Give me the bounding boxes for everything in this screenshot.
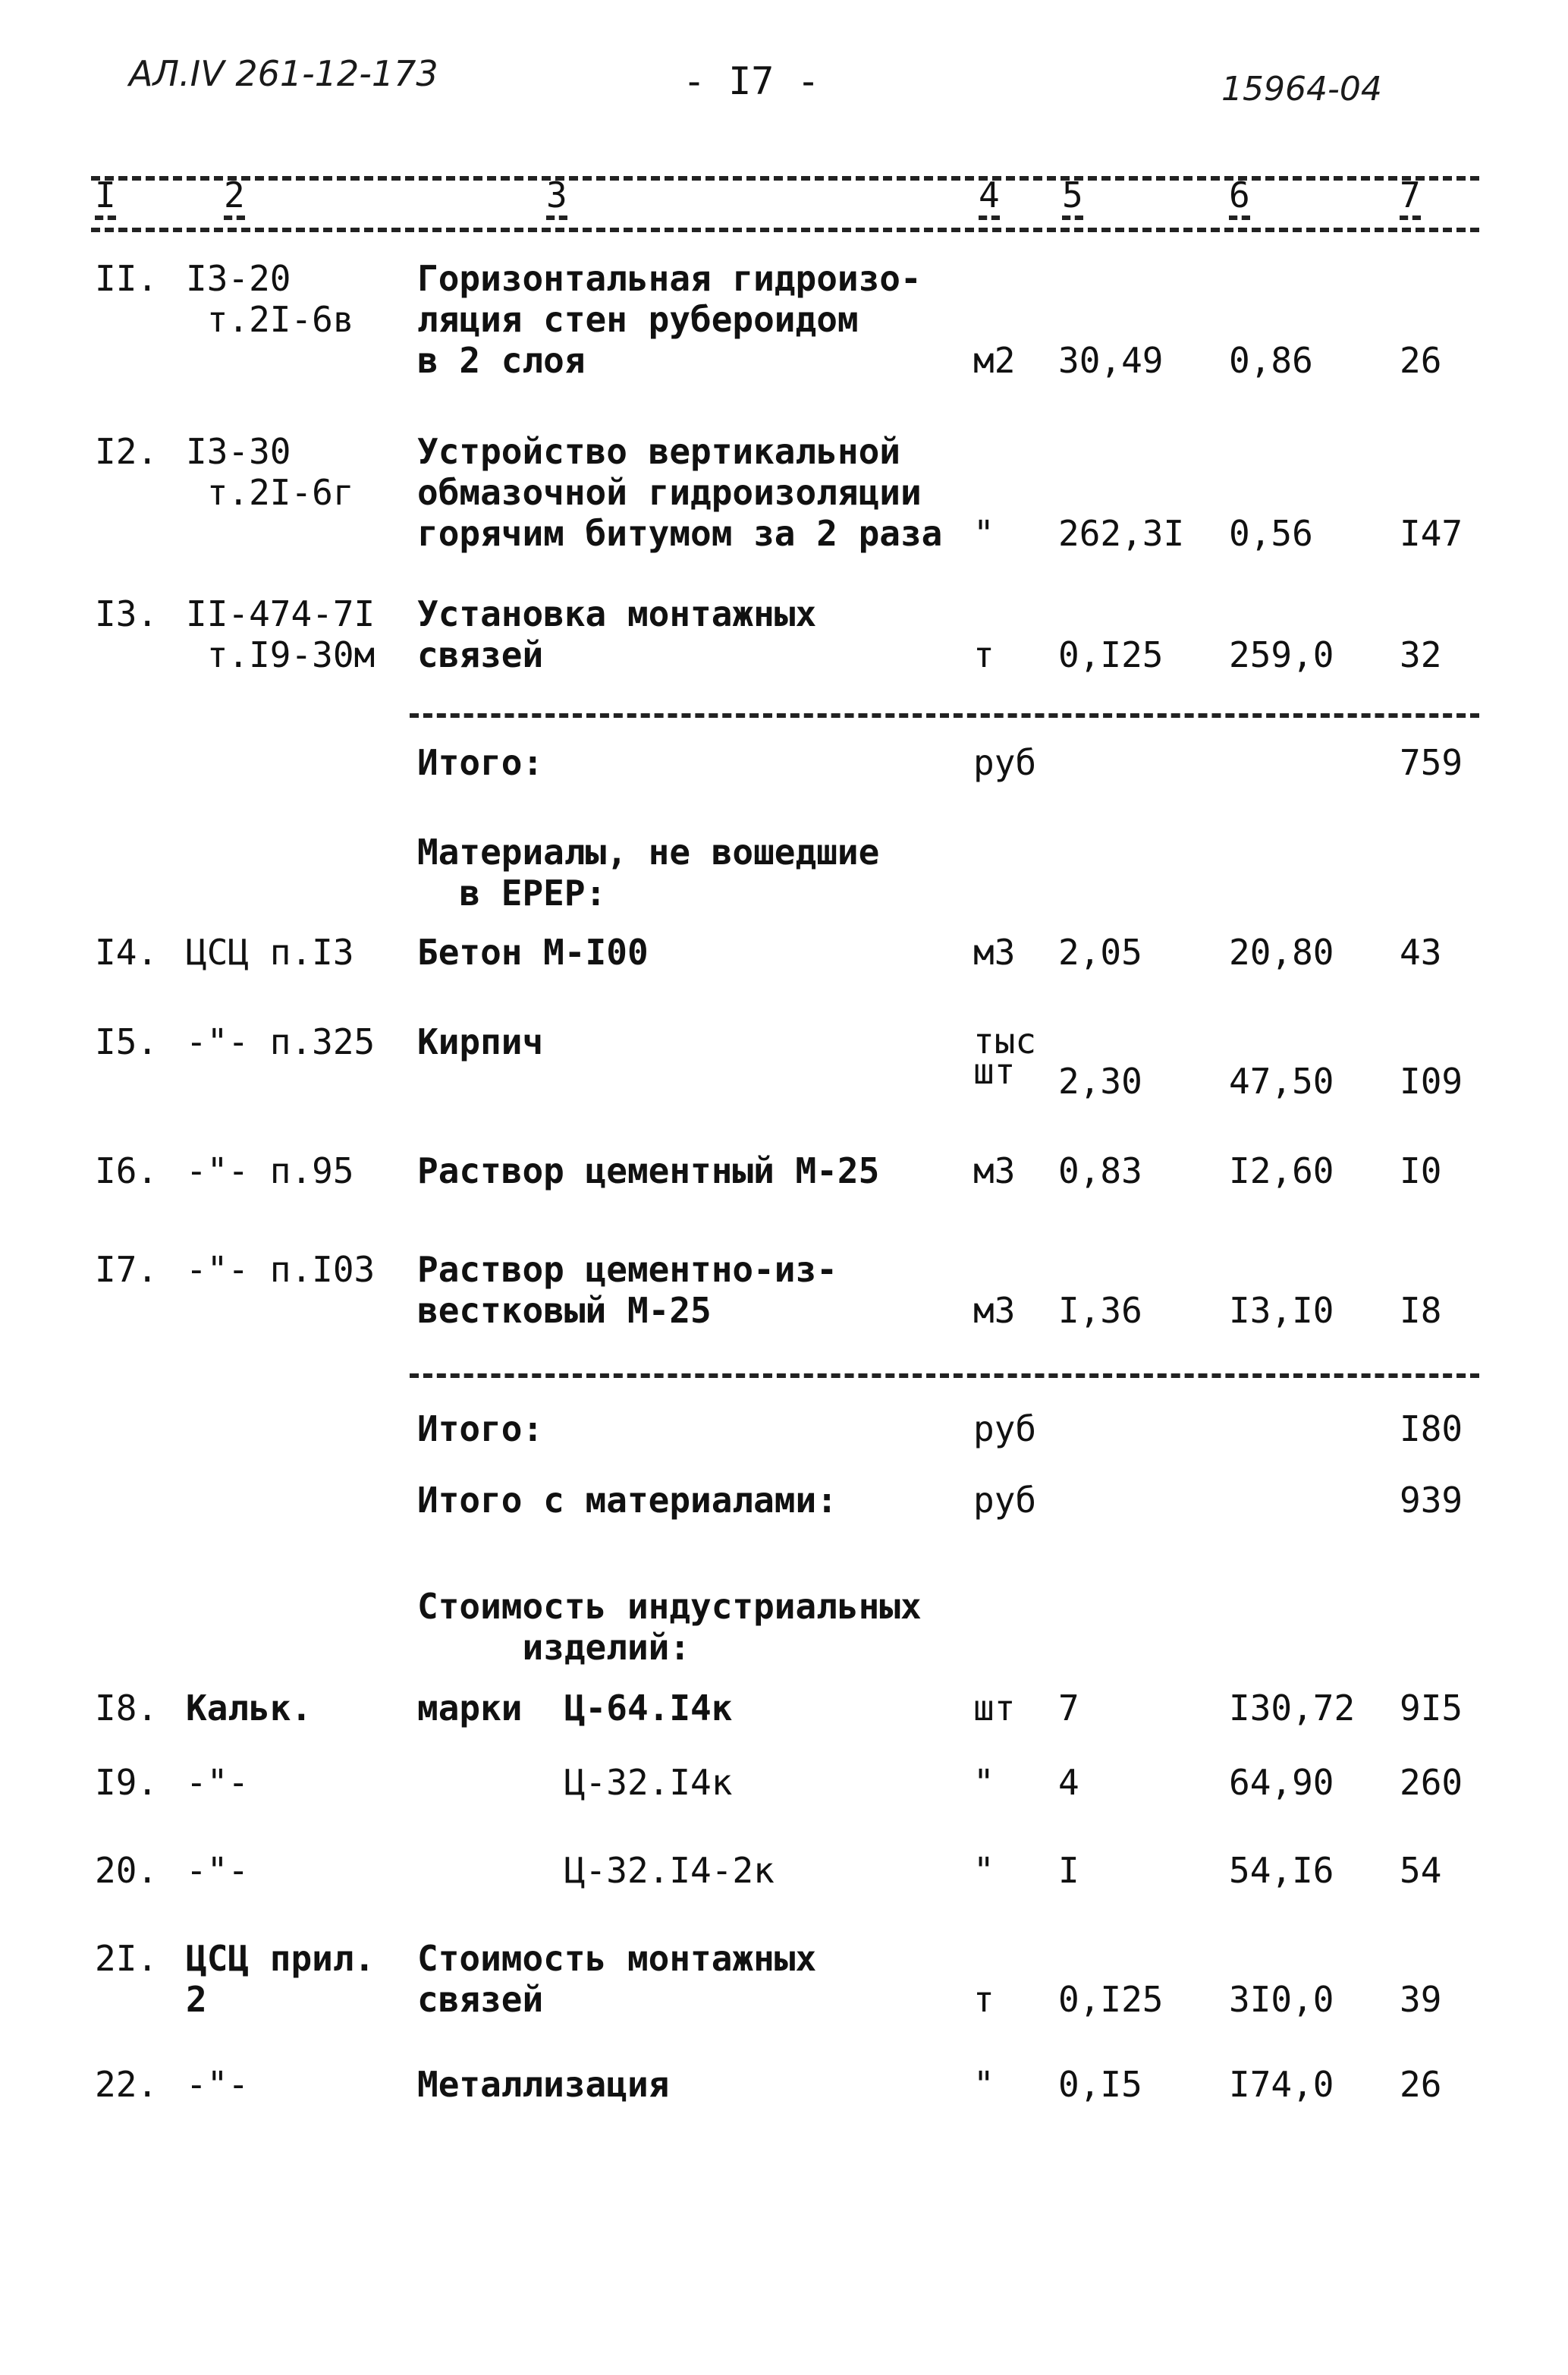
subtotal-total: 759 xyxy=(1400,742,1463,783)
row-number: 22. xyxy=(95,2064,159,2105)
section-title: Стоимость индустриальных изделий: xyxy=(417,1586,922,1668)
col-2-header: 2 xyxy=(224,175,245,220)
header-rule xyxy=(91,228,1479,232)
row-code: II-474-7I т.I9-30м xyxy=(186,593,376,675)
row-number: I3. xyxy=(95,593,159,634)
subtotal-rule xyxy=(410,1373,1479,1378)
row-code: ЦСЦ п.I3 xyxy=(186,932,354,973)
row-description: Ц-32.I4к xyxy=(417,1762,733,1803)
row-code: -"- xyxy=(186,1762,250,1803)
section-title: Материалы, не вошедшие в ЕРЕР: xyxy=(417,832,880,914)
row-total: 32 xyxy=(1400,634,1442,675)
row-number: I7. xyxy=(95,1249,159,1290)
subtotal-rule xyxy=(410,713,1479,718)
row-price: I3,I0 xyxy=(1229,1290,1334,1331)
row-price: I2,60 xyxy=(1229,1150,1334,1191)
row-unit: тыс шт xyxy=(973,1021,1037,1092)
subtotal-total: I80 xyxy=(1400,1408,1463,1449)
row-code: -"- п.325 xyxy=(186,1021,376,1062)
row-description: Ц-32.I4-2к xyxy=(417,1850,775,1891)
row-total: I09 xyxy=(1400,1061,1463,1102)
row-unit: м3 xyxy=(973,1150,1016,1191)
row-quantity: 7 xyxy=(1058,1688,1079,1729)
row-quantity: 0,I25 xyxy=(1058,1979,1164,2020)
subtotal-label: Итого с материалами: xyxy=(417,1480,837,1521)
row-unit: " xyxy=(973,513,995,554)
page-number: - I7 - xyxy=(683,59,820,103)
subtotal-label: Итого: xyxy=(417,1408,544,1449)
row-number: I6. xyxy=(95,1150,159,1191)
row-description: Кирпич xyxy=(417,1021,544,1062)
col-4-header: 4 xyxy=(979,175,1000,220)
row-price: 259,0 xyxy=(1229,634,1334,675)
row-total: 26 xyxy=(1400,2064,1442,2105)
row-number: 20. xyxy=(95,1850,159,1891)
col-5-header: 5 xyxy=(1062,175,1083,220)
row-price: 47,50 xyxy=(1229,1061,1334,1102)
row-total: 39 xyxy=(1400,1979,1442,2020)
row-unit: " xyxy=(973,2064,995,2105)
row-quantity: I,36 xyxy=(1058,1290,1142,1331)
row-price: I74,0 xyxy=(1229,2064,1334,2105)
row-unit: м3 xyxy=(973,1290,1016,1331)
row-unit: шт xyxy=(973,1688,1016,1729)
row-description: Горизонтальная гидроизо- ляция стен рубероидом в 2 слоя xyxy=(417,258,922,381)
row-description: Бетон М-I00 xyxy=(417,932,649,973)
row-price: I30,72 xyxy=(1229,1688,1356,1729)
subtotal-unit: руб xyxy=(973,1480,1037,1521)
row-code: I3-20 т.2I-6в xyxy=(186,258,354,340)
row-description: Стоимость монтажных связей xyxy=(417,1938,817,2020)
row-price: 20,80 xyxy=(1229,932,1334,973)
row-price: 0,86 xyxy=(1229,340,1313,381)
row-code: ЦСЦ прил. 2 xyxy=(186,1938,376,2020)
row-number: 2I. xyxy=(95,1938,159,1979)
row-number: I4. xyxy=(95,932,159,973)
row-quantity: 2,05 xyxy=(1058,932,1142,973)
row-number: I2. xyxy=(95,431,159,472)
col-3-header: 3 xyxy=(546,175,567,220)
row-description: марки Ц-64.I4к xyxy=(417,1688,733,1729)
row-number: I8. xyxy=(95,1688,159,1729)
row-quantity: 2,30 xyxy=(1058,1061,1142,1102)
row-quantity: 0,I25 xyxy=(1058,634,1164,675)
row-total: I8 xyxy=(1400,1290,1442,1331)
col-1-header: I xyxy=(95,175,116,220)
row-price: 64,90 xyxy=(1229,1762,1334,1803)
subtotal-unit: руб xyxy=(973,742,1037,783)
subtotal-total: 939 xyxy=(1400,1480,1463,1521)
row-description: Устройство вертикальной обмазочной гидроизоляции горячим битумом за 2 раза xyxy=(417,431,943,554)
col-7-header: 7 xyxy=(1400,175,1421,220)
col-6-header: 6 xyxy=(1229,175,1250,220)
row-total: 260 xyxy=(1400,1762,1463,1803)
row-total: 9I5 xyxy=(1400,1688,1463,1729)
row-description: Установка монтажных связей xyxy=(417,593,817,675)
row-code: -"- п.I03 xyxy=(186,1249,376,1290)
row-number: I5. xyxy=(95,1021,159,1062)
row-description: Раствор цементно-из- вестковый М-25 xyxy=(417,1249,837,1331)
document-code: АЛ.IV 261-12-173 xyxy=(129,53,438,94)
row-description: Раствор цементный М-25 xyxy=(417,1150,880,1191)
row-quantity: 0,I5 xyxy=(1058,2064,1142,2105)
row-number: I9. xyxy=(95,1762,159,1803)
column-header xyxy=(0,175,1568,220)
row-unit: " xyxy=(973,1850,995,1891)
row-quantity: 262,3I xyxy=(1058,513,1185,554)
row-total: I47 xyxy=(1400,513,1463,554)
row-quantity: I xyxy=(1058,1850,1079,1891)
row-number: II. xyxy=(95,258,159,299)
row-price: 3I0,0 xyxy=(1229,1979,1334,2020)
row-description: Металлизация xyxy=(417,2064,670,2105)
row-unit: м2 xyxy=(973,340,1016,381)
subtotal-unit: руб xyxy=(973,1408,1037,1449)
document-number: 15964-04 xyxy=(1221,70,1382,109)
row-code: I3-30 т.2I-6г xyxy=(186,431,354,513)
row-total: I0 xyxy=(1400,1150,1442,1191)
row-code: -"- xyxy=(186,2064,250,2105)
row-total: 54 xyxy=(1400,1850,1442,1891)
row-code: -"- п.95 xyxy=(186,1150,354,1191)
row-quantity: 0,83 xyxy=(1058,1150,1142,1191)
row-total: 26 xyxy=(1400,340,1442,381)
row-price: 0,56 xyxy=(1229,513,1313,554)
subtotal-label: Итого: xyxy=(417,742,544,783)
row-price: 54,I6 xyxy=(1229,1850,1334,1891)
row-unit: т xyxy=(973,1979,995,2020)
row-quantity: 4 xyxy=(1058,1762,1079,1803)
row-unit: " xyxy=(973,1762,995,1803)
row-code: -"- xyxy=(186,1850,250,1891)
row-code: Кальк. xyxy=(186,1688,313,1729)
row-total: 43 xyxy=(1400,932,1442,973)
row-unit: т xyxy=(973,634,995,675)
row-quantity: 30,49 xyxy=(1058,340,1164,381)
row-unit: м3 xyxy=(973,932,1016,973)
